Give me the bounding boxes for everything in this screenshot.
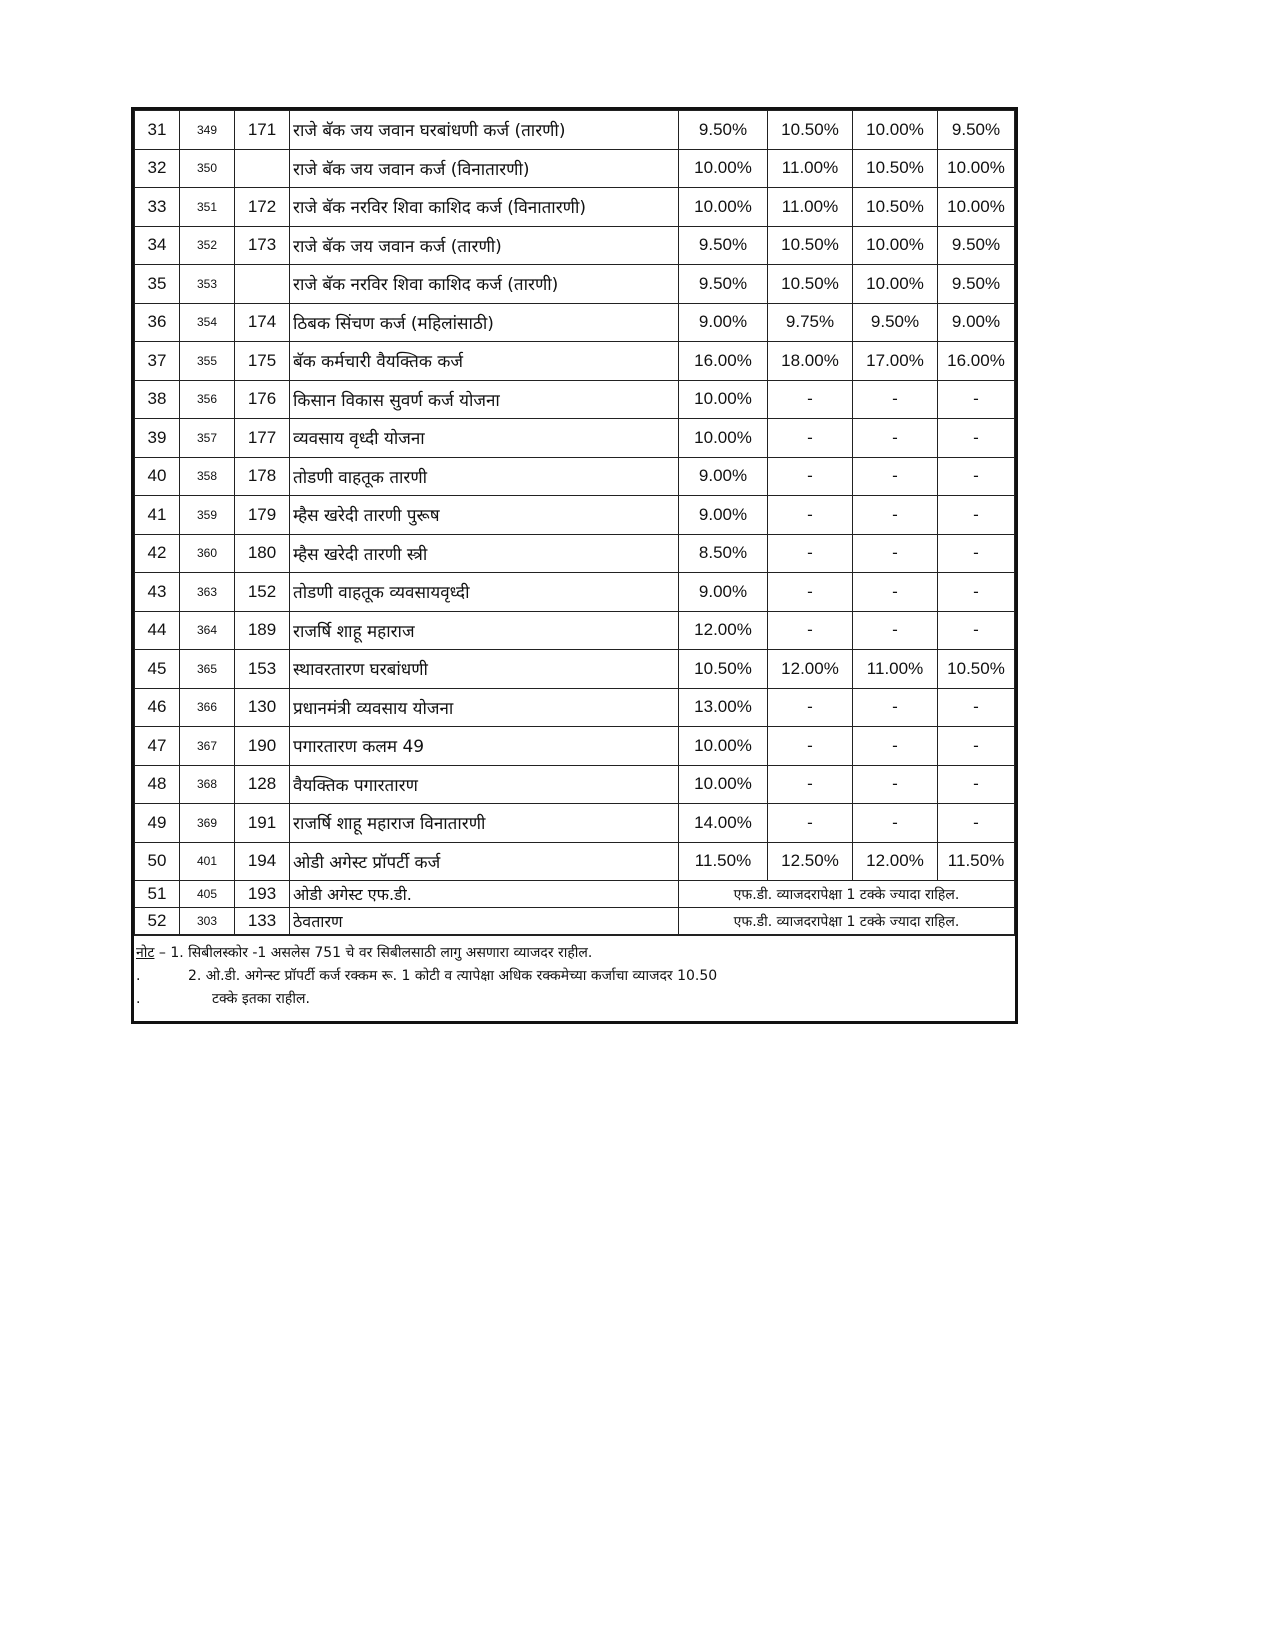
note-bullet-dot: .	[136, 991, 141, 1007]
rate-cell-3: -	[853, 727, 938, 766]
rate-cell-2: 11.00%	[768, 188, 853, 227]
rate-cell-2: 9.75%	[768, 303, 853, 342]
rate-cell-4: 11.50%	[938, 842, 1015, 881]
rate-cell-4: 9.00%	[938, 303, 1015, 342]
rate-cell-3: -	[853, 419, 938, 458]
scheme-code-cell: 172	[235, 188, 290, 227]
scheme-code-cell: 178	[235, 457, 290, 496]
loan-name-cell: प्रधानमंत्री व्यवसाय योजना	[290, 688, 679, 727]
rate-cell-2: -	[768, 419, 853, 458]
serial-number-cell: 38	[135, 380, 180, 419]
table-row	[135, 650, 1015, 689]
table-row	[135, 804, 1015, 843]
account-code-cell: 303	[180, 908, 235, 935]
table-row	[135, 842, 1015, 881]
rate-cell-4: -	[938, 419, 1015, 458]
rate-cell-4: -	[938, 804, 1015, 843]
serial-number-cell: 48	[135, 765, 180, 804]
scheme-code-cell: 133	[235, 908, 290, 935]
account-code-cell: 364	[180, 611, 235, 650]
rate-cell-2: -	[768, 534, 853, 573]
rate-cell-3: 12.00%	[853, 842, 938, 881]
rate-cell-4: 9.50%	[938, 226, 1015, 265]
loan-name-cell: पगारतारण कलम 49	[290, 727, 679, 766]
rate-cell-4: 16.00%	[938, 342, 1015, 381]
account-code-cell: 368	[180, 765, 235, 804]
rate-cell-1: 10.00%	[679, 380, 768, 419]
table-row	[135, 457, 1015, 496]
notes-section	[134, 935, 1015, 1021]
table-row	[135, 188, 1015, 227]
serial-number-cell: 37	[135, 342, 180, 381]
loan-rate-table-body	[135, 111, 1015, 935]
account-code-cell: 401	[180, 842, 235, 881]
serial-number-cell: 34	[135, 226, 180, 265]
rate-cell-2: 12.50%	[768, 842, 853, 881]
loan-name-cell: ठिबक सिंचण कर्ज (महिलांसाठी)	[290, 303, 679, 342]
rate-cell-1: 10.50%	[679, 650, 768, 689]
scheme-code-cell: 179	[235, 496, 290, 535]
serial-number-cell: 47	[135, 727, 180, 766]
rate-cell-4: 10.00%	[938, 149, 1015, 188]
account-code-cell: 405	[180, 881, 235, 908]
serial-number-cell: 40	[135, 457, 180, 496]
scheme-code-cell: 191	[235, 804, 290, 843]
account-code-cell: 359	[180, 496, 235, 535]
rate-cell-2: -	[768, 573, 853, 612]
rate-cell-1: 10.00%	[679, 765, 768, 804]
rate-cell-2: -	[768, 727, 853, 766]
rate-cell-4: -	[938, 611, 1015, 650]
loan-name-cell: ओडी अगेस्ट एफ.डी.	[290, 881, 679, 908]
account-code-cell: 365	[180, 650, 235, 689]
account-code-cell: 366	[180, 688, 235, 727]
loan-name-cell: राजे बॅक नरविर शिवा काशिद कर्ज (विनातारणी)	[290, 188, 679, 227]
serial-number-cell: 31	[135, 111, 180, 150]
rate-cell-4: -	[938, 765, 1015, 804]
scheme-code-cell	[235, 265, 290, 304]
note-text-3: टक्के इतका राहील.	[212, 991, 310, 1007]
rate-cell-3: -	[853, 804, 938, 843]
scheme-code-cell: 176	[235, 380, 290, 419]
account-code-cell: 369	[180, 804, 235, 843]
loan-name-cell: तोडणी वाहतूक तारणी	[290, 457, 679, 496]
rate-cell-1: 10.00%	[679, 149, 768, 188]
rate-cell-3: -	[853, 573, 938, 612]
rate-cell-3: -	[853, 765, 938, 804]
scheme-code-cell: 189	[235, 611, 290, 650]
rate-cell-3: -	[853, 457, 938, 496]
rate-cell-3: 9.50%	[853, 303, 938, 342]
table-row	[135, 611, 1015, 650]
serial-number-cell: 45	[135, 650, 180, 689]
scheme-code-cell: 175	[235, 342, 290, 381]
serial-number-cell: 51	[135, 881, 180, 908]
rate-cell-1: 9.50%	[679, 226, 768, 265]
scheme-code-cell	[235, 149, 290, 188]
loan-name-cell: राजे बॅक जय जवान घरबांधणी कर्ज (तारणी)	[290, 111, 679, 150]
loan-name-cell: तोडणी वाहतूक व्यवसायवृध्दी	[290, 573, 679, 612]
rate-cell-2: 11.00%	[768, 149, 853, 188]
note-text-1: 1. सिबीलस्कोर -1 असलेस 751 चे वर सिबीलसाठी लागु असणारा व्याजदर राहील.	[170, 945, 593, 961]
serial-number-cell: 32	[135, 149, 180, 188]
note-line-2	[136, 965, 1013, 988]
rate-cell-3: 10.50%	[853, 149, 938, 188]
rate-cell-2: 10.50%	[768, 265, 853, 304]
note-line-1	[136, 942, 1013, 965]
serial-number-cell: 46	[135, 688, 180, 727]
rate-cell-2: 10.50%	[768, 226, 853, 265]
table-row	[135, 111, 1015, 150]
scheme-code-cell: 153	[235, 650, 290, 689]
table-row	[135, 881, 1015, 908]
loan-name-cell: राजे बॅक जय जवान कर्ज (विनातारणी)	[290, 149, 679, 188]
rate-cell-2: -	[768, 804, 853, 843]
account-code-cell: 354	[180, 303, 235, 342]
table-row	[135, 342, 1015, 381]
serial-number-cell: 42	[135, 534, 180, 573]
serial-number-cell: 35	[135, 265, 180, 304]
rate-cell-3: 10.50%	[853, 188, 938, 227]
rate-cell-2: 12.00%	[768, 650, 853, 689]
account-code-cell: 363	[180, 573, 235, 612]
loan-name-cell: म्हैस खरेदी तारणी पुरूष	[290, 496, 679, 535]
note-bullet-dot: .	[136, 968, 141, 984]
account-code-cell: 353	[180, 265, 235, 304]
loan-name-cell: बॅक कर्मचारी वैयक्तिक कर्ज	[290, 342, 679, 381]
rate-cell-3: 10.00%	[853, 265, 938, 304]
loan-name-cell: राजर्षि शाहू महाराज	[290, 611, 679, 650]
rate-cell-4: -	[938, 727, 1015, 766]
loan-rate-table	[134, 110, 1015, 935]
rate-cell-3: 17.00%	[853, 342, 938, 381]
rate-cell-4: -	[938, 380, 1015, 419]
loan-name-cell: राजर्षि शाहू महाराज विनातारणी	[290, 804, 679, 843]
account-code-cell: 352	[180, 226, 235, 265]
scheme-code-cell: 128	[235, 765, 290, 804]
serial-number-cell: 44	[135, 611, 180, 650]
scheme-code-cell: 190	[235, 727, 290, 766]
account-code-cell: 349	[180, 111, 235, 150]
serial-number-cell: 41	[135, 496, 180, 535]
loan-name-cell: ओडी अगेस्ट प्रॉपर्टी कर्ज	[290, 842, 679, 881]
note-dash: –	[154, 945, 171, 961]
loan-name-cell: व्यवसाय वृध्दी योजना	[290, 419, 679, 458]
rate-cell-1: 10.00%	[679, 419, 768, 458]
rate-cell-4: -	[938, 496, 1015, 535]
rate-cell-4: -	[938, 688, 1015, 727]
rate-cell-1: 12.00%	[679, 611, 768, 650]
rate-remark-cell: एफ.डी. व्याजदरापेक्षा 1 टक्के ज्यादा राहिल.	[679, 881, 1015, 908]
account-code-cell: 367	[180, 727, 235, 766]
rate-cell-3: -	[853, 688, 938, 727]
table-row	[135, 765, 1015, 804]
loan-name-cell: राजे बॅक जय जवान कर्ज (तारणी)	[290, 226, 679, 265]
rate-cell-1: 9.00%	[679, 496, 768, 535]
rate-cell-3: 10.00%	[853, 226, 938, 265]
rate-cell-1: 16.00%	[679, 342, 768, 381]
rate-cell-3: -	[853, 534, 938, 573]
interest-rate-sheet	[131, 107, 1018, 1024]
account-code-cell: 356	[180, 380, 235, 419]
account-code-cell: 360	[180, 534, 235, 573]
serial-number-cell: 43	[135, 573, 180, 612]
table-row	[135, 149, 1015, 188]
scheme-code-cell: 177	[235, 419, 290, 458]
table-row	[135, 303, 1015, 342]
rate-cell-4: -	[938, 573, 1015, 612]
serial-number-cell: 49	[135, 804, 180, 843]
account-code-cell: 358	[180, 457, 235, 496]
scheme-code-cell: 171	[235, 111, 290, 150]
rate-cell-1: 9.50%	[679, 265, 768, 304]
account-code-cell: 357	[180, 419, 235, 458]
scheme-code-cell: 180	[235, 534, 290, 573]
rate-cell-1: 9.50%	[679, 111, 768, 150]
rate-cell-1: 13.00%	[679, 688, 768, 727]
table-row	[135, 226, 1015, 265]
rate-cell-2: -	[768, 380, 853, 419]
rate-cell-3: 11.00%	[853, 650, 938, 689]
scheme-code-cell: 194	[235, 842, 290, 881]
table-row	[135, 496, 1015, 535]
serial-number-cell: 36	[135, 303, 180, 342]
rate-cell-4: 9.50%	[938, 265, 1015, 304]
rate-cell-3: -	[853, 496, 938, 535]
rate-cell-2: -	[768, 611, 853, 650]
table-row	[135, 908, 1015, 935]
loan-name-cell: राजे बॅक नरविर शिवा काशिद कर्ज (तारणी)	[290, 265, 679, 304]
scheme-code-cell: 193	[235, 881, 290, 908]
note-label: नोट	[136, 945, 155, 961]
table-row	[135, 419, 1015, 458]
table-row	[135, 727, 1015, 766]
rate-cell-1: 10.00%	[679, 188, 768, 227]
loan-name-cell: स्थावरतारण घरबांधणी	[290, 650, 679, 689]
serial-number-cell: 39	[135, 419, 180, 458]
scheme-code-cell: 173	[235, 226, 290, 265]
rate-cell-1: 11.50%	[679, 842, 768, 881]
scheme-code-cell: 130	[235, 688, 290, 727]
rate-cell-1: 9.00%	[679, 573, 768, 612]
serial-number-cell: 52	[135, 908, 180, 935]
loan-name-cell: किसान विकास सुवर्ण कर्ज योजना	[290, 380, 679, 419]
rate-cell-1: 9.00%	[679, 303, 768, 342]
table-row	[135, 265, 1015, 304]
rate-cell-1: 14.00%	[679, 804, 768, 843]
rate-cell-1: 10.00%	[679, 727, 768, 766]
rate-cell-3: 10.00%	[853, 111, 938, 150]
rate-cell-4: 10.00%	[938, 188, 1015, 227]
serial-number-cell: 50	[135, 842, 180, 881]
rate-cell-1: 9.00%	[679, 457, 768, 496]
scheme-code-cell: 152	[235, 573, 290, 612]
account-code-cell: 350	[180, 149, 235, 188]
rate-cell-2: -	[768, 457, 853, 496]
rate-cell-1: 8.50%	[679, 534, 768, 573]
serial-number-cell: 33	[135, 188, 180, 227]
loan-name-cell: ठेवतारण	[290, 908, 679, 935]
table-row	[135, 688, 1015, 727]
scheme-code-cell: 174	[235, 303, 290, 342]
rate-cell-3: -	[853, 380, 938, 419]
table-row	[135, 573, 1015, 612]
rate-cell-2: 10.50%	[768, 111, 853, 150]
rate-cell-3: -	[853, 611, 938, 650]
rate-cell-2: -	[768, 688, 853, 727]
rate-cell-4: 9.50%	[938, 111, 1015, 150]
loan-name-cell: वैयक्तिक पगारतारण	[290, 765, 679, 804]
note-text-2: 2. ओ.डी. अगेन्स्ट प्रॉपर्टी कर्ज रक्कम रू. 1 कोटी व त्यापेक्षा अधिक रक्कमेच्या कर्जाचा व्याजदर 10.50	[188, 968, 718, 984]
rate-cell-2: -	[768, 765, 853, 804]
table-row	[135, 380, 1015, 419]
rate-cell-4: -	[938, 457, 1015, 496]
account-code-cell: 355	[180, 342, 235, 381]
account-code-cell: 351	[180, 188, 235, 227]
rate-cell-2: 18.00%	[768, 342, 853, 381]
note-line-3	[136, 988, 1013, 1011]
rate-remark-cell: एफ.डी. व्याजदरापेक्षा 1 टक्के ज्यादा राहिल.	[679, 908, 1015, 935]
loan-name-cell: म्हैस खरेदी तारणी स्त्री	[290, 534, 679, 573]
table-row	[135, 534, 1015, 573]
rate-cell-4: 10.50%	[938, 650, 1015, 689]
rate-cell-4: -	[938, 534, 1015, 573]
rate-cell-2: -	[768, 496, 853, 535]
